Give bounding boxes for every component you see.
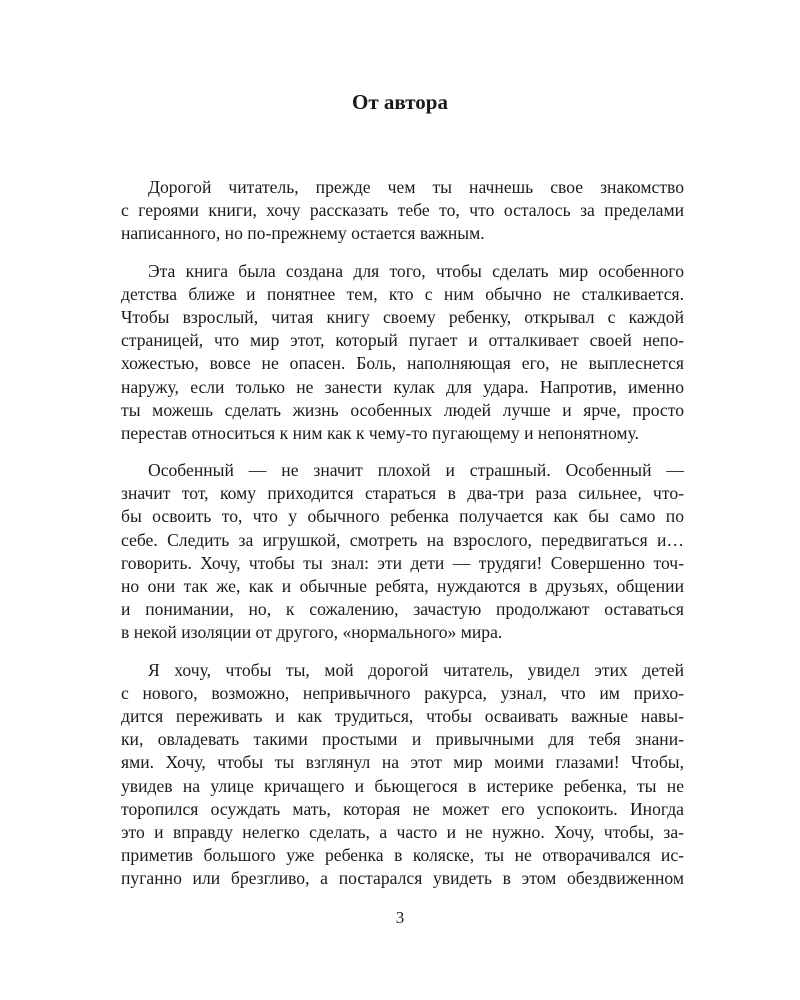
text-line: Чтобы взрослый, читая книгу своему ребенку, открывал с каждой bbox=[121, 306, 684, 327]
text-line: детства ближе и понятнее тем, кто с ним обычно не сталкивается. bbox=[121, 283, 684, 304]
text-line: бы освоить то, что у обычного ребенка получается как бы само по bbox=[121, 506, 684, 527]
text-line: написанного, но по-прежнему остается важным. bbox=[121, 223, 485, 244]
text-line: приметив большого уже ребенка в коляске, ты не отворачивался ис- bbox=[121, 845, 684, 866]
text-line: но они так же, как и обычные ребята, нуждаются в друзьях, общении bbox=[121, 576, 684, 596]
text-line: в некой изоляции от другого, «нормального» мира. bbox=[121, 622, 503, 643]
text-line: пуганно или брезгливо, а постарался увидеть в этом обездвиженном bbox=[121, 868, 684, 889]
paragraph bbox=[121, 459, 684, 645]
text-line: значит тот, кому приходится стараться в два-три раза сильнее, что- bbox=[121, 483, 684, 504]
paragraph bbox=[121, 260, 684, 446]
text-line: ки, овладевать такими простыми и привычными для тебя знани- bbox=[121, 729, 684, 750]
text-line: торопился осуждать мать, которая не может его успокоить. Иногда bbox=[121, 798, 684, 819]
text-line: хожестью, вовсе не опасен. Боль, наполняющая его, не выплеснется bbox=[121, 353, 684, 374]
text-line: дится переживать и как трудиться, чтобы осваивать важные навы- bbox=[121, 705, 684, 726]
text-line: перестав относиться к ним как к чему-то пугающему и непонятному. bbox=[121, 422, 639, 443]
chapter-title: От автора bbox=[352, 90, 448, 114]
text-line: увидев на улице кричащего и бьющегося в истерике ребенка, ты не bbox=[121, 775, 684, 796]
chapter-body bbox=[121, 176, 684, 904]
paragraph bbox=[121, 176, 684, 246]
text-line: страницей, что мир этот, который пугает и отталкивает своей непо- bbox=[121, 330, 684, 351]
text-line: это и вправду нелегко сделать, а часто и не нужно. Хочу, чтобы, за- bbox=[121, 821, 684, 842]
text-line: говорить. Хочу, чтобы ты знал: эти дети — трудяги! Совершенно точ- bbox=[121, 552, 684, 573]
text-line: с нового, возможно, непривычного ракурса, узнал, что им прихо- bbox=[121, 682, 684, 703]
text-line: Я хочу, чтобы ты, мой дорогой читатель, увидел этих детей bbox=[148, 659, 684, 680]
text-line: себе. Следить за игрушкой, смотреть на взрослого, передвигаться и… bbox=[121, 529, 684, 550]
text-line: Эта книга была создана для того, чтобы сделать мир особенного bbox=[148, 260, 684, 281]
text-line: и понимании, но, к сожалению, зачастую продолжают оставаться bbox=[121, 599, 684, 620]
text-line: ями. Хочу, чтобы ты взглянул на этот мир моими глазами! Чтобы, bbox=[121, 752, 684, 773]
page-number: 3 bbox=[395, 908, 405, 927]
paragraph bbox=[121, 659, 684, 891]
text-line: с героями книги, хочу рассказать тебе то, что осталось за пределами bbox=[121, 200, 684, 221]
text-line: Особенный — не значит плохой и страшный. Особенный — bbox=[148, 460, 684, 481]
text-line: ты можешь сделать жизнь особенных людей лучше и ярче, просто bbox=[121, 399, 684, 420]
text-line: Дорогой читатель, прежде чем ты начнешь свое знакомство bbox=[148, 177, 684, 197]
text-line: наружу, если только не занести кулак для удара. Напротив, именно bbox=[121, 376, 684, 397]
